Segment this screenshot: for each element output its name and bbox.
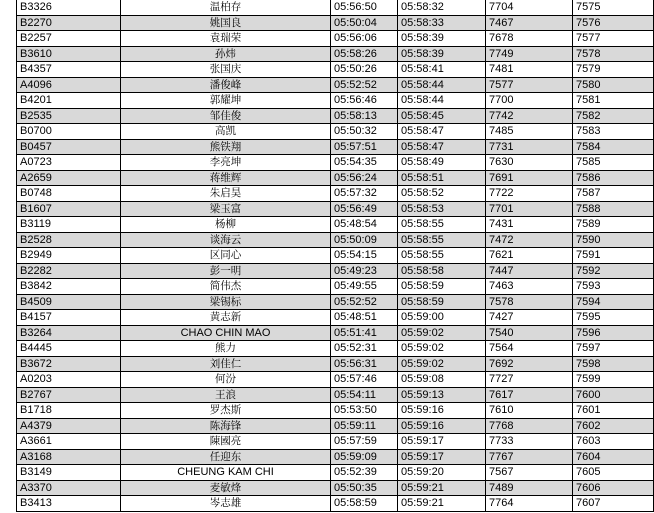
table-row [17, 387, 654, 403]
rank-cell: 7591 [573, 248, 654, 264]
table-row [17, 310, 654, 326]
gun-time-cell: 05:52:31 [331, 341, 398, 357]
bib-code-cell: B3413 [17, 496, 121, 512]
bib-code-cell: B3149 [17, 465, 121, 481]
results-table [16, 0, 654, 512]
gun-time-cell: 05:59:09 [331, 449, 398, 465]
position-cell: 7630 [486, 155, 573, 171]
runner-name-cell: 谈海云 [121, 232, 331, 248]
bib-code-cell: B4357 [17, 62, 121, 78]
finish-time-cell: 05:58:49 [398, 155, 486, 171]
runner-name-cell: 郭耀坤 [121, 93, 331, 109]
position-cell: 7617 [486, 387, 573, 403]
finish-time-cell: 05:59:13 [398, 387, 486, 403]
bib-code-cell: A0203 [17, 372, 121, 388]
position-cell: 7463 [486, 279, 573, 295]
finish-time-cell: 05:59:20 [398, 465, 486, 481]
bib-code-cell: B3672 [17, 356, 121, 372]
finish-time-cell: 05:59:16 [398, 403, 486, 419]
finish-time-cell: 05:59:02 [398, 325, 486, 341]
bib-code-cell: B0700 [17, 124, 121, 140]
rank-cell: 7605 [573, 465, 654, 481]
bib-code-cell: A3168 [17, 449, 121, 465]
rank-cell: 7589 [573, 217, 654, 233]
gun-time-cell: 05:57:46 [331, 372, 398, 388]
runner-name-cell: CHAO CHIN MAO [121, 325, 331, 341]
runner-name-cell: 袁瑞荣 [121, 31, 331, 47]
position-cell: 7567 [486, 465, 573, 481]
bib-code-cell: B2282 [17, 263, 121, 279]
rank-cell: 7606 [573, 480, 654, 496]
gun-time-cell: 05:54:35 [331, 155, 398, 171]
runner-name-cell: CHEUNG KAM CHI [121, 465, 331, 481]
position-cell: 7610 [486, 403, 573, 419]
rank-cell: 7602 [573, 418, 654, 434]
bib-code-cell: B2535 [17, 108, 121, 124]
runner-name-cell: 王浪 [121, 387, 331, 403]
rank-cell: 7590 [573, 232, 654, 248]
bib-code-cell: A4096 [17, 77, 121, 93]
rank-cell: 7588 [573, 201, 654, 217]
position-cell: 7700 [486, 93, 573, 109]
gun-time-cell: 05:54:11 [331, 387, 398, 403]
finish-time-cell: 05:59:17 [398, 434, 486, 450]
bib-code-cell: B3610 [17, 46, 121, 62]
position-cell: 7485 [486, 124, 573, 140]
results-table-body [17, 0, 654, 511]
bib-code-cell: B1607 [17, 201, 121, 217]
bib-code-cell: B3264 [17, 325, 121, 341]
runner-name-cell: 黄志新 [121, 310, 331, 326]
finish-time-cell: 05:58:55 [398, 248, 486, 264]
rank-cell: 7593 [573, 279, 654, 295]
rank-cell: 7583 [573, 124, 654, 140]
finish-time-cell: 05:58:45 [398, 108, 486, 124]
runner-name-cell: 高凯 [121, 124, 331, 140]
runner-name-cell: 朱启昊 [121, 186, 331, 202]
table-row [17, 248, 654, 264]
runner-name-cell: 梁锡标 [121, 294, 331, 310]
gun-time-cell: 05:57:59 [331, 434, 398, 450]
rank-cell: 7576 [573, 15, 654, 31]
bib-code-cell: B3326 [17, 0, 121, 15]
table-row [17, 263, 654, 279]
table-row [17, 356, 654, 372]
bib-code-cell: A2659 [17, 170, 121, 186]
gun-time-cell: 05:48:51 [331, 310, 398, 326]
finish-time-cell: 05:59:21 [398, 480, 486, 496]
gun-time-cell: 05:56:06 [331, 31, 398, 47]
gun-time-cell: 05:48:54 [331, 217, 398, 233]
table-row [17, 46, 654, 62]
table-row [17, 480, 654, 496]
rank-cell: 7586 [573, 170, 654, 186]
position-cell: 7701 [486, 201, 573, 217]
gun-time-cell: 05:58:13 [331, 108, 398, 124]
runner-name-cell: 蒋维辉 [121, 170, 331, 186]
finish-time-cell: 05:58:39 [398, 31, 486, 47]
finish-time-cell: 05:58:55 [398, 217, 486, 233]
position-cell: 7578 [486, 294, 573, 310]
table-row [17, 465, 654, 481]
finish-time-cell: 05:58:51 [398, 170, 486, 186]
position-cell: 7704 [486, 0, 573, 15]
rank-cell: 7577 [573, 31, 654, 47]
position-cell: 7467 [486, 15, 573, 31]
table-row [17, 294, 654, 310]
bib-code-cell: B4445 [17, 341, 121, 357]
table-row [17, 31, 654, 47]
position-cell: 7431 [486, 217, 573, 233]
runner-name-cell: 简伟杰 [121, 279, 331, 295]
rank-cell: 7600 [573, 387, 654, 403]
table-row [17, 77, 654, 93]
gun-time-cell: 05:56:49 [331, 201, 398, 217]
table-row [17, 186, 654, 202]
runner-name-cell: 区同心 [121, 248, 331, 264]
table-row [17, 279, 654, 295]
bib-code-cell: B0457 [17, 139, 121, 155]
gun-time-cell: 05:57:51 [331, 139, 398, 155]
table-row [17, 496, 654, 512]
position-cell: 7691 [486, 170, 573, 186]
bib-code-cell: B0748 [17, 186, 121, 202]
finish-time-cell: 05:59:16 [398, 418, 486, 434]
finish-time-cell: 05:59:02 [398, 341, 486, 357]
finish-time-cell: 05:59:08 [398, 372, 486, 388]
runner-name-cell: 刘佳仁 [121, 356, 331, 372]
table-row [17, 325, 654, 341]
rank-cell: 7579 [573, 62, 654, 78]
position-cell: 7733 [486, 434, 573, 450]
gun-time-cell: 05:49:55 [331, 279, 398, 295]
position-cell: 7764 [486, 496, 573, 512]
gun-time-cell: 05:50:32 [331, 124, 398, 140]
runner-name-cell: 陳國亮 [121, 434, 331, 450]
bib-code-cell: A0723 [17, 155, 121, 171]
rank-cell: 7594 [573, 294, 654, 310]
gun-time-cell: 05:49:23 [331, 263, 398, 279]
rank-cell: 7575 [573, 0, 654, 15]
runner-name-cell: 张国庆 [121, 62, 331, 78]
table-row [17, 15, 654, 31]
position-cell: 7427 [486, 310, 573, 326]
table-row [17, 170, 654, 186]
runner-name-cell: 邹佳俊 [121, 108, 331, 124]
rank-cell: 7598 [573, 356, 654, 372]
table-row [17, 434, 654, 450]
runner-name-cell: 何汾 [121, 372, 331, 388]
bib-code-cell: B3842 [17, 279, 121, 295]
runner-name-cell: 温柏存 [121, 0, 331, 15]
finish-time-cell: 05:58:58 [398, 263, 486, 279]
gun-time-cell: 05:56:24 [331, 170, 398, 186]
position-cell: 7767 [486, 449, 573, 465]
position-cell: 7749 [486, 46, 573, 62]
runner-name-cell: 熊力 [121, 341, 331, 357]
table-row [17, 0, 654, 15]
bib-code-cell: B2528 [17, 232, 121, 248]
finish-time-cell: 05:58:39 [398, 46, 486, 62]
table-row [17, 93, 654, 109]
rank-cell: 7601 [573, 403, 654, 419]
rank-cell: 7604 [573, 449, 654, 465]
position-cell: 7540 [486, 325, 573, 341]
gun-time-cell: 05:52:52 [331, 294, 398, 310]
gun-time-cell: 05:50:09 [331, 232, 398, 248]
rank-cell: 7578 [573, 46, 654, 62]
rank-cell: 7603 [573, 434, 654, 450]
gun-time-cell: 05:59:11 [331, 418, 398, 434]
runner-name-cell: 潘俊峰 [121, 77, 331, 93]
gun-time-cell: 05:58:26 [331, 46, 398, 62]
position-cell: 7577 [486, 77, 573, 93]
gun-time-cell: 05:52:39 [331, 465, 398, 481]
finish-time-cell: 05:58:47 [398, 139, 486, 155]
finish-time-cell: 05:58:47 [398, 124, 486, 140]
runner-name-cell: 任迎东 [121, 449, 331, 465]
table-row [17, 108, 654, 124]
rank-cell: 7580 [573, 77, 654, 93]
bib-code-cell: A3661 [17, 434, 121, 450]
runner-name-cell: 彭一明 [121, 263, 331, 279]
gun-time-cell: 05:56:46 [331, 93, 398, 109]
runner-name-cell: 梁玉富 [121, 201, 331, 217]
gun-time-cell: 05:52:52 [331, 77, 398, 93]
finish-time-cell: 05:58:44 [398, 77, 486, 93]
table-row [17, 201, 654, 217]
rank-cell: 7607 [573, 496, 654, 512]
rank-cell: 7592 [573, 263, 654, 279]
gun-time-cell: 05:50:35 [331, 480, 398, 496]
position-cell: 7564 [486, 341, 573, 357]
position-cell: 7678 [486, 31, 573, 47]
table-row [17, 232, 654, 248]
table-row [17, 124, 654, 140]
bib-code-cell: B3119 [17, 217, 121, 233]
bib-code-cell: A3370 [17, 480, 121, 496]
finish-time-cell: 05:58:52 [398, 186, 486, 202]
runner-name-cell: 麦敏烽 [121, 480, 331, 496]
position-cell: 7481 [486, 62, 573, 78]
runner-name-cell: 岑志雄 [121, 496, 331, 512]
position-cell: 7621 [486, 248, 573, 264]
finish-time-cell: 05:58:44 [398, 93, 486, 109]
rank-cell: 7585 [573, 155, 654, 171]
finish-time-cell: 05:58:59 [398, 294, 486, 310]
bib-code-cell: A4379 [17, 418, 121, 434]
gun-time-cell: 05:56:50 [331, 0, 398, 15]
gun-time-cell: 05:56:31 [331, 356, 398, 372]
bib-code-cell: B4201 [17, 93, 121, 109]
position-cell: 7768 [486, 418, 573, 434]
table-row [17, 403, 654, 419]
gun-time-cell: 05:50:04 [331, 15, 398, 31]
table-row [17, 341, 654, 357]
bib-code-cell: B2257 [17, 31, 121, 47]
bib-code-cell: B2767 [17, 387, 121, 403]
position-cell: 7742 [486, 108, 573, 124]
rank-cell: 7582 [573, 108, 654, 124]
rank-cell: 7596 [573, 325, 654, 341]
bib-code-cell: B4509 [17, 294, 121, 310]
runner-name-cell: 姚国良 [121, 15, 331, 31]
gun-time-cell: 05:58:59 [331, 496, 398, 512]
bib-code-cell: B1718 [17, 403, 121, 419]
bib-code-cell: B2270 [17, 15, 121, 31]
rank-cell: 7587 [573, 186, 654, 202]
position-cell: 7489 [486, 480, 573, 496]
rank-cell: 7595 [573, 310, 654, 326]
rank-cell: 7584 [573, 139, 654, 155]
gun-time-cell: 05:54:15 [331, 248, 398, 264]
runner-name-cell: 熊铁翔 [121, 139, 331, 155]
table-row [17, 418, 654, 434]
position-cell: 7447 [486, 263, 573, 279]
finish-time-cell: 05:59:21 [398, 496, 486, 512]
bib-code-cell: B2949 [17, 248, 121, 264]
table-row [17, 155, 654, 171]
finish-time-cell: 05:58:41 [398, 62, 486, 78]
position-cell: 7727 [486, 372, 573, 388]
finish-time-cell: 05:58:33 [398, 15, 486, 31]
gun-time-cell: 05:51:41 [331, 325, 398, 341]
rank-cell: 7599 [573, 372, 654, 388]
finish-time-cell: 05:58:59 [398, 279, 486, 295]
runner-name-cell: 陈海锋 [121, 418, 331, 434]
runner-name-cell: 杨柳 [121, 217, 331, 233]
position-cell: 7722 [486, 186, 573, 202]
rank-cell: 7597 [573, 341, 654, 357]
finish-time-cell: 05:59:17 [398, 449, 486, 465]
finish-time-cell: 05:59:00 [398, 310, 486, 326]
position-cell: 7731 [486, 139, 573, 155]
runner-name-cell: 孙炜 [121, 46, 331, 62]
table-row [17, 217, 654, 233]
table-row [17, 139, 654, 155]
position-cell: 7692 [486, 356, 573, 372]
finish-time-cell: 05:58:32 [398, 0, 486, 15]
gun-time-cell: 05:50:26 [331, 62, 398, 78]
runner-name-cell: 李亮坤 [121, 155, 331, 171]
position-cell: 7472 [486, 232, 573, 248]
runner-name-cell: 罗杰斯 [121, 403, 331, 419]
gun-time-cell: 05:53:50 [331, 403, 398, 419]
table-row [17, 372, 654, 388]
table-row [17, 449, 654, 465]
rank-cell: 7581 [573, 93, 654, 109]
table-row [17, 62, 654, 78]
finish-time-cell: 05:58:55 [398, 232, 486, 248]
finish-time-cell: 05:58:53 [398, 201, 486, 217]
bib-code-cell: B4157 [17, 310, 121, 326]
finish-time-cell: 05:59:02 [398, 356, 486, 372]
gun-time-cell: 05:57:32 [331, 186, 398, 202]
